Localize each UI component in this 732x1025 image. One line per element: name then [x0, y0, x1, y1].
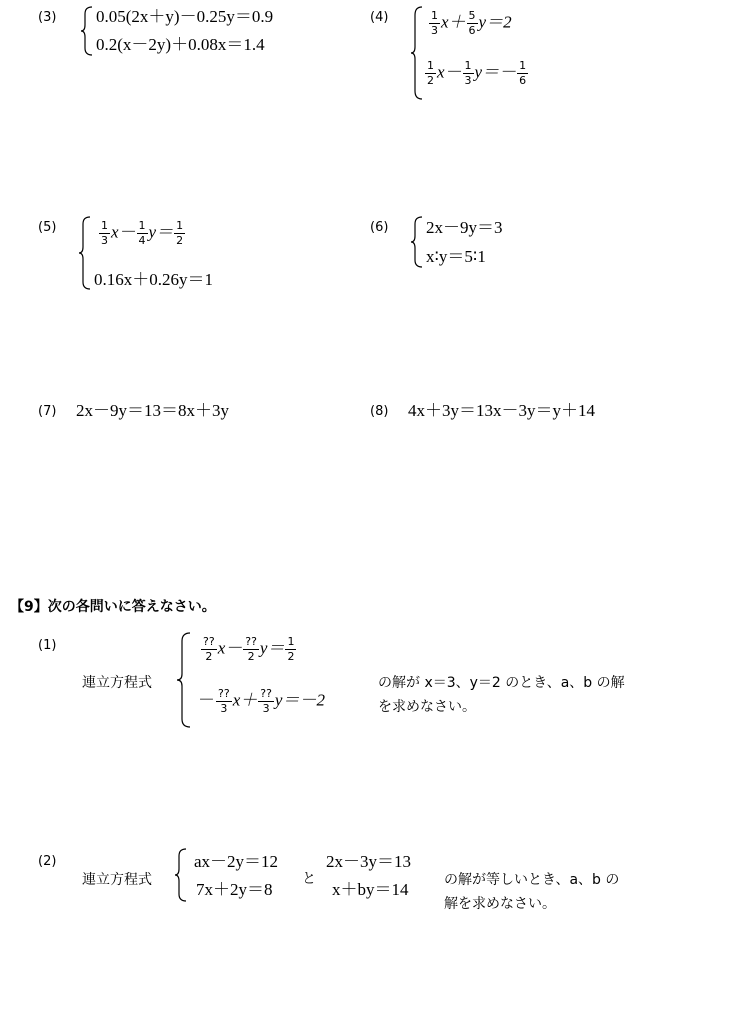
question-1-label: 連立方程式	[82, 675, 152, 691]
problem-6-equation-2: x∶y＝5∶1	[426, 247, 486, 266]
left-brace-icon	[80, 6, 94, 56]
fraction: $\frac{??}{3}$	[260, 687, 272, 716]
problem-4-equation-2: $\frac{1}{2}$ x－ $\frac{1}{3}$ y＝－ $\frac{1}{6}$	[427, 59, 527, 88]
question-2-text-line-1: の解が等しいとき、a、b の	[444, 872, 620, 888]
fraction: $\frac{1}{4}$	[138, 219, 146, 248]
fraction: $\frac{??}{3}$	[218, 687, 230, 716]
left-brace-icon	[174, 848, 188, 902]
fraction: $\frac{5}{6}$	[468, 9, 476, 38]
fraction: $\frac{1}{3}$	[431, 9, 438, 38]
problem-7-equation: 2x－9y＝13＝8x＋3y	[76, 401, 229, 420]
question-1-equation-1: $\frac{??}{2}$ x－ $\frac{??}{2}$ y＝ $\frac{1}{2}$	[203, 635, 295, 664]
left-brace-icon	[410, 216, 424, 268]
fraction: $\frac{1}{3}$	[101, 219, 108, 248]
fraction: $\frac{1}{2}$	[287, 635, 295, 664]
problem-6-equation-1: 2x－9y＝3	[426, 218, 503, 237]
problem-4-number: (4)	[370, 10, 389, 25]
section-9-heading: 【9】次の各問いに答えなさい。	[10, 599, 216, 615]
problem-5-number: (5)	[38, 220, 57, 235]
problem-3-equation-1: 0.05(2x＋y)－0.25y＝0.9	[96, 7, 274, 26]
left-brace-icon	[410, 6, 424, 100]
question-1-text-line-2: を求めなさい。	[378, 699, 476, 715]
question-2-text-line-2: 解を求めなさい。	[444, 896, 556, 912]
question-2-number: (2)	[38, 854, 57, 869]
problem-6-number: (6)	[370, 220, 389, 235]
fraction: $\frac{1}{3}$	[464, 59, 472, 88]
fraction: $\frac{??}{2}$	[203, 635, 215, 664]
fraction: $\frac{1}{2}$	[176, 219, 184, 248]
problem-5-equation-2: 0.16x＋0.26y＝1	[94, 270, 213, 289]
question-2-label: 連立方程式	[82, 872, 152, 888]
question-2-equation-4: x＋by＝14	[332, 880, 409, 899]
left-brace-icon	[78, 216, 92, 290]
question-2-equation-2: 7x＋2y＝8	[196, 880, 273, 899]
question-1-equation-2: － $\frac{??}{3}$ x＋ $\frac{??}{3}$ y＝－2	[198, 687, 325, 716]
problem-7-number: (7)	[38, 404, 57, 419]
problem-3-equation-2: 0.2(x－2y)＋0.08x＝1.4	[96, 35, 265, 54]
question-2-equation-1: ax－2y＝12	[194, 852, 279, 871]
problem-4-equation-1: $\frac{1}{3}$ x＋ $\frac{5}{6}$ y＝2	[431, 9, 512, 38]
problem-3-number: (3)	[38, 10, 57, 25]
problem-8-equation: 4x＋3y＝13x－3y＝y＋14	[408, 401, 595, 420]
question-1-text-line-1: の解が x＝3、y＝2 のとき、a、b の解	[378, 675, 625, 691]
question-2-equation-3: 2x－3y＝13	[326, 852, 411, 871]
left-brace-icon	[176, 632, 192, 728]
problem-5-equation-1: $\frac{1}{3}$ x－ $\frac{1}{4}$ y＝ $\frac{1}{2}$	[101, 219, 184, 248]
question-1-number: (1)	[38, 638, 57, 653]
problem-8-number: (8)	[370, 404, 389, 419]
fraction: $\frac{??}{2}$	[245, 635, 257, 664]
question-2-connector: と	[302, 871, 316, 887]
fraction: $\frac{1}{6}$	[519, 59, 527, 88]
fraction: $\frac{1}{2}$	[427, 59, 434, 88]
